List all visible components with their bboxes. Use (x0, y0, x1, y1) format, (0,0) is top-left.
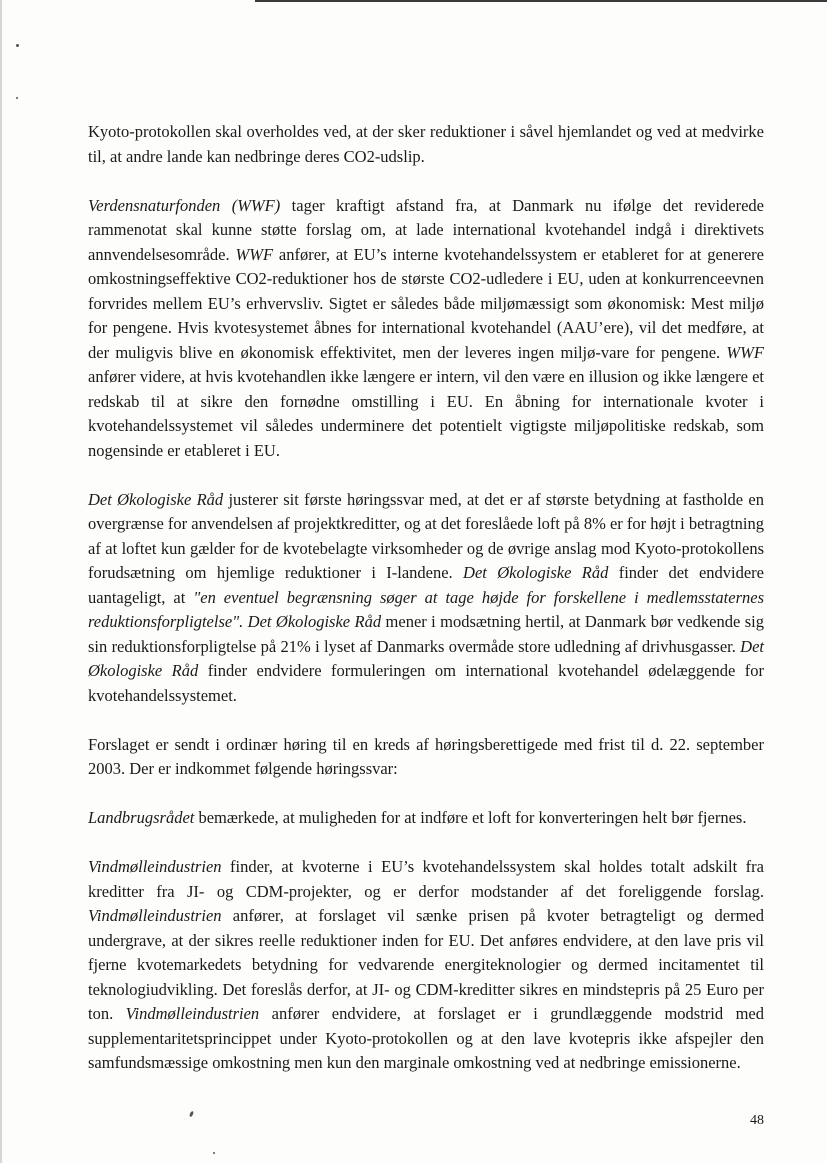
italic-run: Det Økologiske Råd (247, 612, 382, 631)
italic-run: Vindmølleindustrien (88, 857, 222, 876)
paragraph (88, 120, 764, 169)
text-run: bemærkede, at muligheden for at indføre et loft for konverteringen helt bør fjernes. (194, 808, 747, 827)
scan-speck (16, 97, 18, 99)
italic-run: WWF (235, 244, 274, 264)
text-run: anfører, at EU’s interne kvotehandelssystem er etableret for at generere omkostningseffektive CO2-reduktioner hos de største CO2-udledere i EU, uden at konkurrenceevnen forvrides mellem EU’s erhvervsliv. Sigtet er således både miljømæssigt som økonomisk: Mest miljø for pengene. Hvis kvotesystemet åbnes for international kvotehandel (AAU’ere), vil det medføre, at der muligvis blive en økonomisk effektivitet, men der leveres ingen miljø-vare for pengene. (88, 244, 764, 362)
paragraph (88, 733, 764, 782)
paragraph (88, 855, 764, 1076)
paragraph (88, 488, 764, 709)
top-scan-border (255, 0, 827, 2)
text-run: justerer sit første høringssvar med, at det er af største betydning at fastholde en overgrænse for anvendelsen af projektkreditter, og at det foreslåede loft på 8% er for højt i betragtning af at loftet kun gælder for de kvotebelagte virksomheder og de øvrige anslag mod Kyoto-protokollens forudsætning om hjemlige reduktioner i I-landene. (88, 489, 764, 582)
text-run: finder det endvidere uantageligt, at (88, 563, 764, 607)
italic-run: Det Økologiske Råd (88, 489, 224, 509)
paragraph (88, 806, 764, 831)
text-run: tager kraftigt afstand fra, at Danmark nu ifølge det reviderede rammenotat skal kunne støtte forslag om, at lade international kvotehandel indgå i direktivets annvendelsesområde. (88, 195, 765, 264)
left-scan-edge (0, 0, 2, 1163)
scan-speck (16, 44, 19, 47)
text-run: finder endvidere formuleringen om international kvotehandel ødelæggende for kvotehandelssystemet. (88, 661, 764, 705)
italic-run: Verdensnaturfonden (WWF) (88, 195, 281, 215)
italic-run: Det Økologiske Råd (88, 636, 764, 680)
italic-run: Landbrugsrådet (88, 808, 195, 827)
text-run: mener i modsætning hertil, at Danmark bør vedkende sig sin reduktionsforpligtelse på 21% i lyset af Danmarks overmåde store udledning af drivhusgasser. (88, 612, 764, 656)
italic-run: "en eventuel begrænsning søger at tage højde for forskellene i medlemsstaternes reduktionsforpligtelse". (88, 587, 764, 631)
scan-speck (189, 1111, 194, 1118)
paragraph (88, 194, 764, 464)
page-number: 48 (750, 1113, 764, 1128)
scan-speck (213, 1152, 215, 1154)
italic-run: Vindmølleindustrien (88, 906, 222, 925)
document-body (88, 120, 764, 1100)
text-run: anfører endvidere, at forslaget er i grundlæggende modstrid med supplementaritetsprincippet under Kyoto-protokollen og at den lave kvotepris ikke afspejler den samfundsmæssige omkostning men kun den marginale omkostning ved at nedbringe emissionerne. (88, 1004, 764, 1072)
text-run: finder, at kvoterne i EU’s kvotehandelssystem skal holdes totalt adskilt fra kreditter fra JI- og CDM-projekter, og er derfor modstander af det foreliggende forslag. (88, 857, 764, 901)
text-run: anfører, at forslaget vil sænke prisen på kvoter betragteligt og dermed undergrave, at der sikres reelle reduktioner inden for EU. Det anføres endvidere, at den lave pris vil fjerne kvotemarkedets betydning for vedvarende energiteknologier og dermed incitamentet til teknologiudvikling. Det foreslås derfor, at JI- og CDM-kreditter sikres en mindstepris på 25 Euro per ton. (88, 906, 764, 1023)
italic-run: Vindmølleindustrien (125, 1004, 260, 1023)
text-run: anfører videre, at hvis kvotehandlen ikke længere er intern, vil den være en illusion og ikke længere et redskab til at sikre den fornødne omstilling i EU. En åbning for internationale kvoter i kvotehandelssystemet vil således underminere det potentielt vigtigste miljøpolitiske redskab, som nogensinde er etableret i EU. (88, 367, 764, 460)
text-run: Forslaget er sendt i ordinær høring til en kreds af høringsberettigede med frist til d. 22. september 2003. Der er indkommet følgende høringssvar: (88, 734, 764, 778)
italic-run: WWF (726, 342, 764, 362)
text-run: Kyoto-protokollen skal overholdes ved, at der sker reduktioner i såvel hjemlandet og ved at medvirke til, at andre lande kan nedbringe deres CO2-udslip. (88, 122, 764, 166)
italic-run: Det Økologiske Råd (463, 563, 609, 582)
